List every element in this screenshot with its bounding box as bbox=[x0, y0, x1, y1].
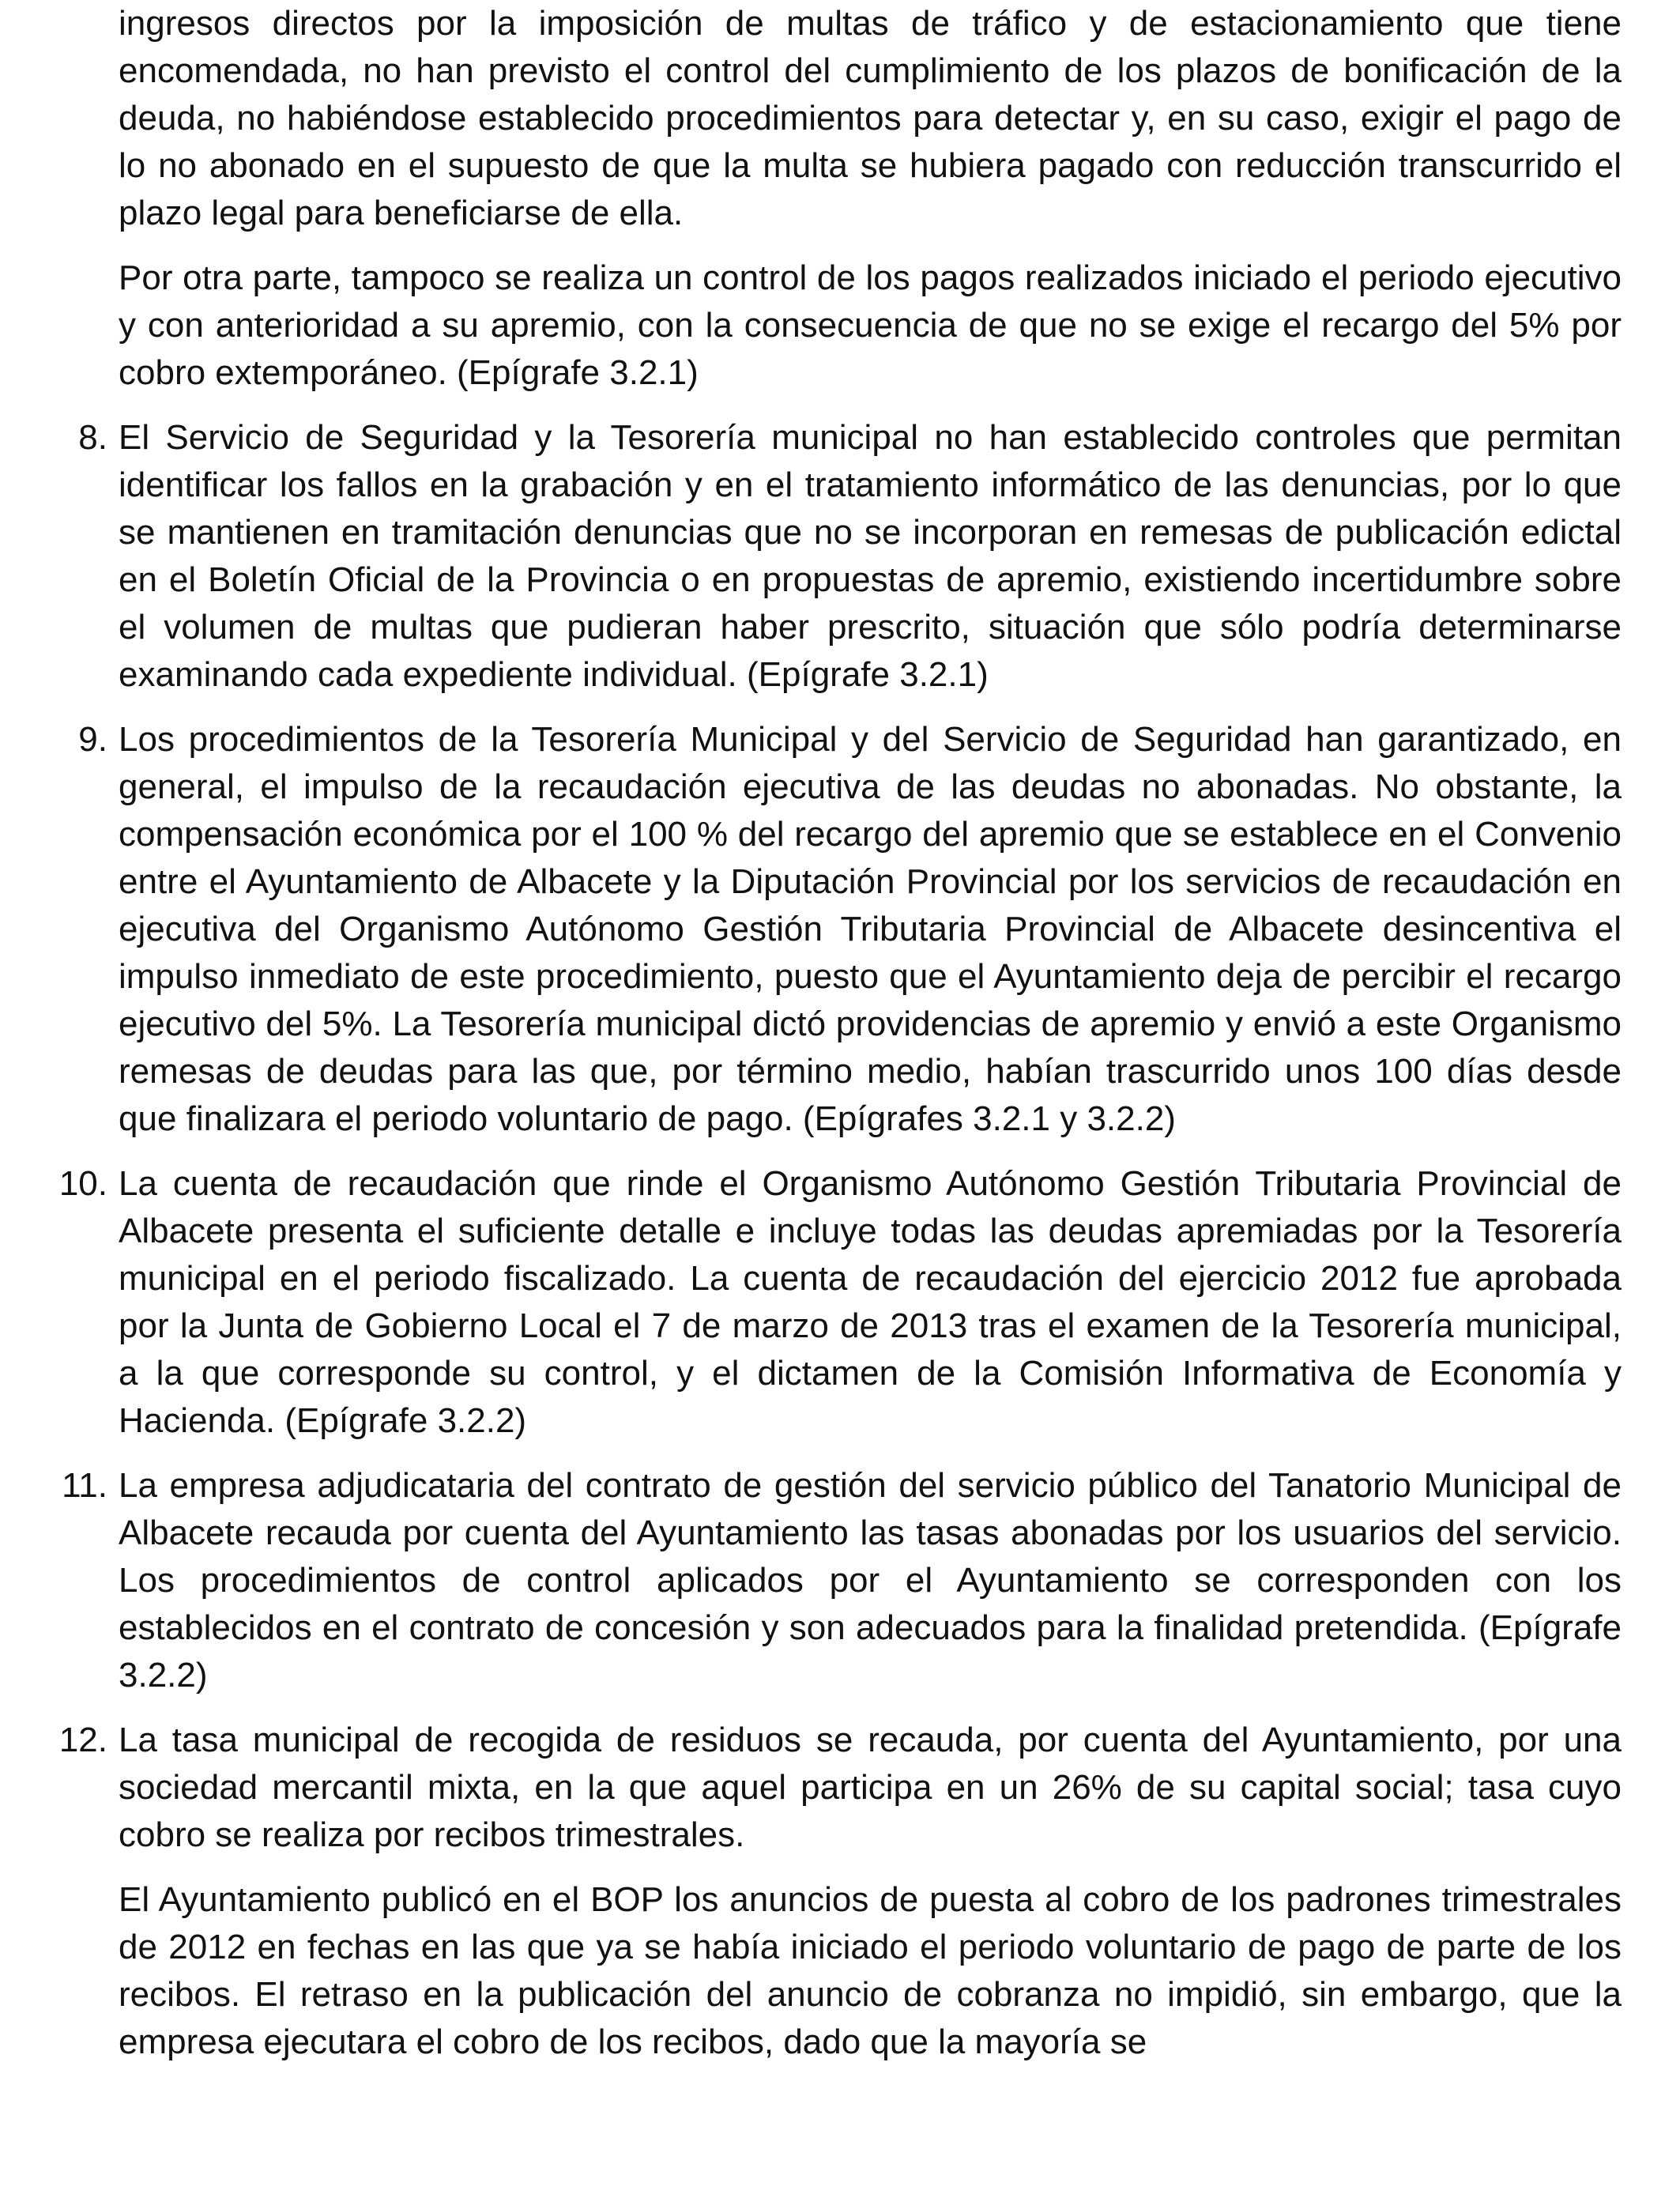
list-item-text: El Servicio de Seguridad y la Tesorería municipal no han establecido controles que permitan identificar los fallos en la grabación y en el tratamiento informático de las denuncias, por lo que se mantienen en tramitación denuncias que no se incorporan en remesas de publicación edictal en el Boletín Oficial de la Provincia o en propuestas de apremio, existiendo incertidumbre sobre el volumen de multas que pudieran haber prescrito, situación que sólo podría determinarse examinando cada expediente individual. (Epígrafe 3.2.1) bbox=[119, 418, 1622, 694]
list-item bbox=[78, 716, 1622, 1143]
list-item bbox=[78, 414, 1622, 699]
list-item bbox=[58, 1160, 1622, 1445]
paragraph-gap bbox=[119, 1143, 1622, 1160]
list-item-number: 11. bbox=[62, 1466, 107, 1505]
paragraph-gap bbox=[119, 237, 1622, 254]
list-item bbox=[62, 1462, 1622, 1699]
paragraph: El Ayuntamiento publicó en el BOP los anuncios de puesta al cobro de los padrones trimestrales de 2012 en fechas en las que ya se había iniciado el periodo voluntario de pago de parte de los recibos. El retraso en la publicación del anuncio de cobranza no impidió, sin embargo, que la empresa ejecutara el cobro de los recibos, dado que la mayoría se bbox=[119, 1880, 1622, 2061]
paragraph-gap bbox=[119, 397, 1622, 414]
list-item bbox=[58, 1717, 1622, 1859]
list-item-number: 9. bbox=[78, 720, 107, 759]
list-item-number: 12. bbox=[58, 1721, 107, 1759]
list-item-number: 10. bbox=[58, 1164, 107, 1203]
list-item-text: La cuenta de recaudación que rinde el Organismo Autónomo Gestión Tributaria Provincial de Albacete presenta el suficiente detalle e incluye todas las deudas apremiadas por la Tesorería municipal en el periodo fiscalizado. La cuenta de recaudación del ejercicio 2012 fue aprobada por la Junta de Gobierno Local el 7 de marzo de 2013 tras el examen de la Tesorería municipal, a la que corresponde su control, y el dictamen de la Comisión Informativa de Economía y Hacienda. (Epígrafe 3.2.2) bbox=[119, 1164, 1622, 1440]
list-item-text: La empresa adjudicataria del contrato de gestión del servicio público del Tanatorio Municipal de Albacete recauda por cuenta del Ayuntamiento las tasas abonadas por los usuarios del servicio. Los procedimientos de control aplicados por el Ayuntamiento se corresponden con los establecidos en el contrato de concesión y son adecuados para la finalidad pretendida. (Epígrafe 3.2.2) bbox=[119, 1466, 1622, 1695]
paragraph-gap bbox=[119, 699, 1622, 716]
paragraph-gap bbox=[119, 1699, 1622, 1717]
paragraph-gap bbox=[119, 1445, 1622, 1462]
document-page bbox=[58, 0, 1622, 2066]
list-item-number: 8. bbox=[78, 418, 107, 457]
list-item-text: Los procedimientos de la Tesorería Municipal y del Servicio de Seguridad han garantizado, en general, el impulso de la recaudación ejecutiva de las deudas no abonadas. No obstante, la compensación económica por el 100 % del recargo del apremio que se establece en el Convenio entre el Ayuntamiento de Albacete y la Diputación Provincial por los servicios de recaudación en ejecutiva del Organismo Autónomo Gestión Tributaria Provincial de Albacete desincentiva el impulso inmediato de este procedimiento, puesto que el Ayuntamiento deja de percibir el recargo ejecutivo del 5%. La Tesorería municipal dictó providencias de apremio y envió a este Organismo remesas de deudas para las que, por término medio, habían trascurrido unos 100 días desde que finalizara el periodo voluntario de pago. (Epígrafes 3.2.1 y 3.2.2) bbox=[119, 720, 1622, 1138]
paragraph-gap bbox=[119, 1859, 1622, 1876]
paragraph: Por otra parte, tampoco se realiza un control de los pagos realizados iniciado el periodo ejecutivo y con anterioridad a su apremio, con la consecuencia de que no se exige el recargo del 5% por cobro extemporáneo. (Epígrafe 3.2.1) bbox=[119, 258, 1622, 392]
paragraph-continuation: ingresos directos por la imposición de multas de tráfico y de estacionamiento que tiene encomendada, no han previsto el control del cumplimiento de los plazos de bonificación de la deuda, no habiéndose establecido procedimientos para detectar y, en su caso, exigir el pago de lo no abonado en el supuesto de que la multa se hubiera pagado con reducción transcurrido el plazo legal para beneficiarse de ella. bbox=[119, 4, 1622, 232]
list-item-text: La tasa municipal de recogida de residuos se recauda, por cuenta del Ayuntamiento, por una sociedad mercantil mixta, en la que aquel participa en un 26% de su capital social; tasa cuyo cobro se realiza por recibos trimestrales. bbox=[119, 1721, 1622, 1854]
